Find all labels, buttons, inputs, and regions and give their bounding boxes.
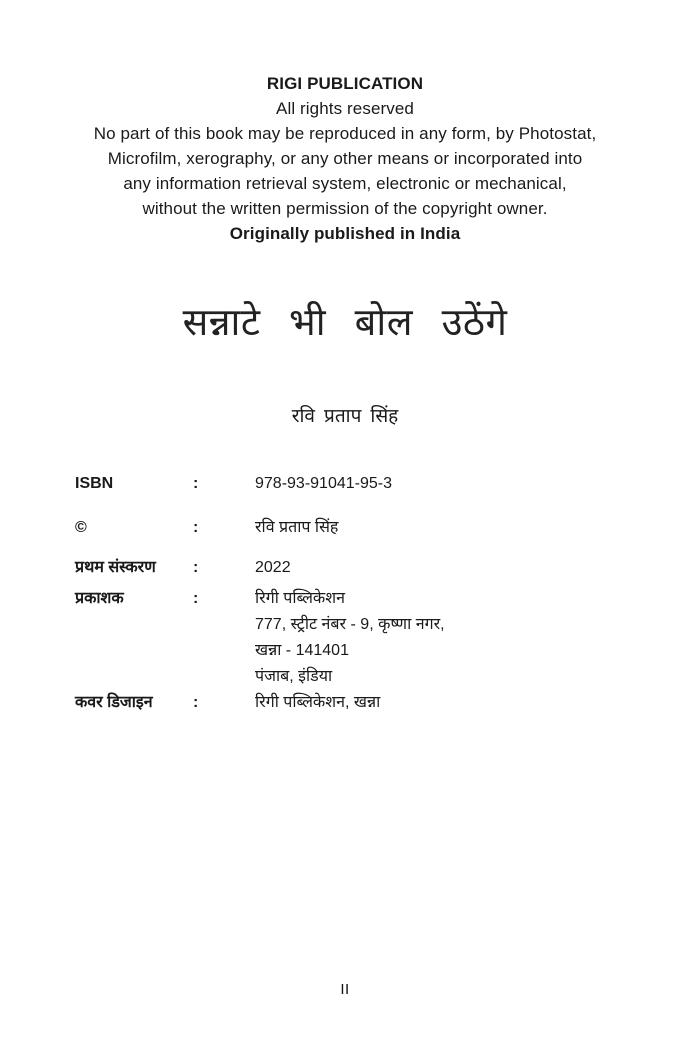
isbn-value: 978-93-91041-95-3	[255, 475, 392, 492]
address-line: खन्ना - 141401	[255, 642, 349, 659]
cover-design-value: रिगी पब्लिकेशन, खन्ना	[255, 694, 381, 711]
notice-line: without the written permission of the copyright owner.	[142, 199, 548, 218]
colon-separator: :	[193, 694, 199, 711]
info-label: प्रकाशक	[75, 590, 124, 607]
address-line: पंजाब, इंडिया	[255, 668, 333, 685]
info-label: ISBN	[75, 475, 114, 492]
edition-year-value: 2022	[255, 559, 291, 576]
publisher-name-value: रिगी पब्लिकेशन	[255, 590, 345, 607]
publication-rights-notice	[0, 71, 690, 246]
page-number: II	[340, 981, 350, 998]
colon-separator: :	[193, 519, 199, 536]
notice-line: No part of this book may be reproduced in any form, by Photostat,	[93, 124, 597, 143]
book-author: रवि प्रताप सिंह	[291, 405, 399, 427]
info-row-first-edition	[75, 555, 635, 581]
publisher-name-line: RIGI PUBLICATION	[266, 74, 424, 93]
info-row-publisher	[75, 586, 635, 690]
address-line: 777, स्ट्रीट नंबर - 9, कृष्णा नगर,	[255, 616, 445, 633]
originally-published-line: Originally published in India	[229, 224, 461, 243]
publisher-address	[255, 586, 635, 690]
notice-line: Microfilm, xerography, or any other means or incorporated into	[107, 149, 583, 168]
info-label: ©	[75, 519, 87, 536]
info-label: कवर डिजाइन	[75, 694, 153, 711]
info-row-isbn	[75, 471, 635, 497]
info-label: प्रथम संस्करण	[75, 559, 156, 576]
info-row-copyright	[75, 515, 635, 541]
copyright-holder-value: रवि प्रताप सिंह	[255, 519, 339, 536]
notice-line: any information retrieval system, electronic or mechanical,	[123, 174, 567, 193]
publication-info-table	[75, 471, 635, 716]
info-row-cover-design	[75, 690, 635, 716]
colon-separator: :	[193, 590, 199, 607]
rights-reserved-line: All rights reserved	[276, 99, 414, 118]
book-title: सन्नाटे भी बोल उठेंगे	[182, 300, 508, 344]
colon-separator: :	[193, 475, 199, 492]
colon-separator: :	[193, 559, 199, 576]
